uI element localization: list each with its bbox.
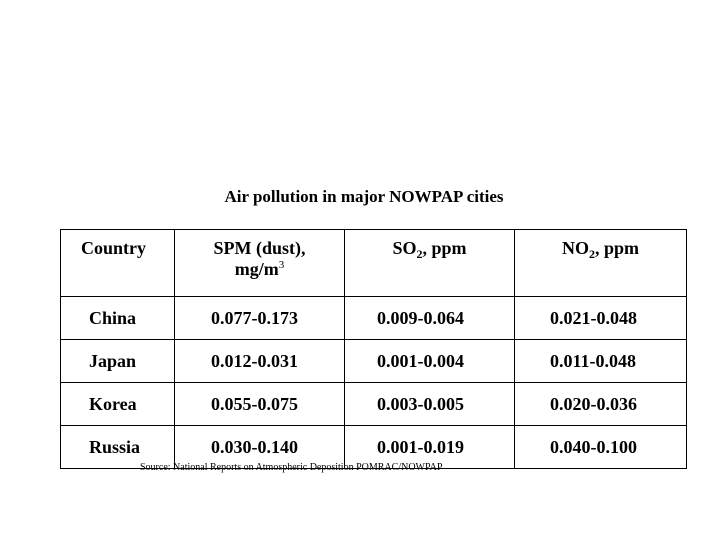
- cell-country: Japan: [61, 340, 175, 383]
- cell-no2: 0.011-0.048: [515, 340, 687, 383]
- header-spm: [175, 230, 345, 297]
- header-no2-sub: 2: [588, 247, 595, 261]
- header-country: Country: [61, 230, 175, 297]
- cell-so2: 0.003-0.005: [345, 383, 515, 426]
- source-note: Source: National Reports on Atmospheric Deposition POMRAC/NOWPAP: [140, 462, 443, 473]
- cell-spm: 0.030-0.140: [175, 426, 345, 469]
- cell-country: China: [61, 297, 175, 340]
- header-so2-post: , ppm: [422, 238, 467, 258]
- table-header-row: [61, 230, 687, 297]
- cell-so2: 0.009-0.064: [345, 297, 515, 340]
- table-row: [61, 340, 687, 383]
- cell-so2: 0.001-0.004: [345, 340, 515, 383]
- header-spm-line1: SPM (dust),: [213, 238, 306, 258]
- cell-spm: 0.012-0.031: [175, 340, 345, 383]
- header-no2-pre: NO: [561, 238, 589, 258]
- air-pollution-table: [60, 229, 687, 469]
- cell-no2: 0.020-0.036: [515, 383, 687, 426]
- cell-spm: 0.055-0.075: [175, 383, 345, 426]
- table-row: [61, 297, 687, 340]
- cell-no2: 0.040-0.100: [515, 426, 687, 469]
- header-no2-post: , ppm: [594, 238, 639, 258]
- cell-country: Russia: [61, 426, 175, 469]
- header-so2-pre: SO: [392, 238, 417, 258]
- header-spm-line2: mg/m: [234, 259, 279, 279]
- header-so2: [345, 230, 515, 297]
- header-no2: [515, 230, 687, 297]
- header-so2-sub: 2: [416, 247, 423, 261]
- header-spm-sup: 3: [278, 259, 285, 271]
- cell-spm: 0.077-0.173: [175, 297, 345, 340]
- cell-country: Korea: [61, 383, 175, 426]
- cell-no2: 0.021-0.048: [515, 297, 687, 340]
- cell-so2: 0.001-0.019: [345, 426, 515, 469]
- table-title: Air pollution in major NOWPAP cities: [224, 187, 504, 206]
- table-row: [61, 383, 687, 426]
